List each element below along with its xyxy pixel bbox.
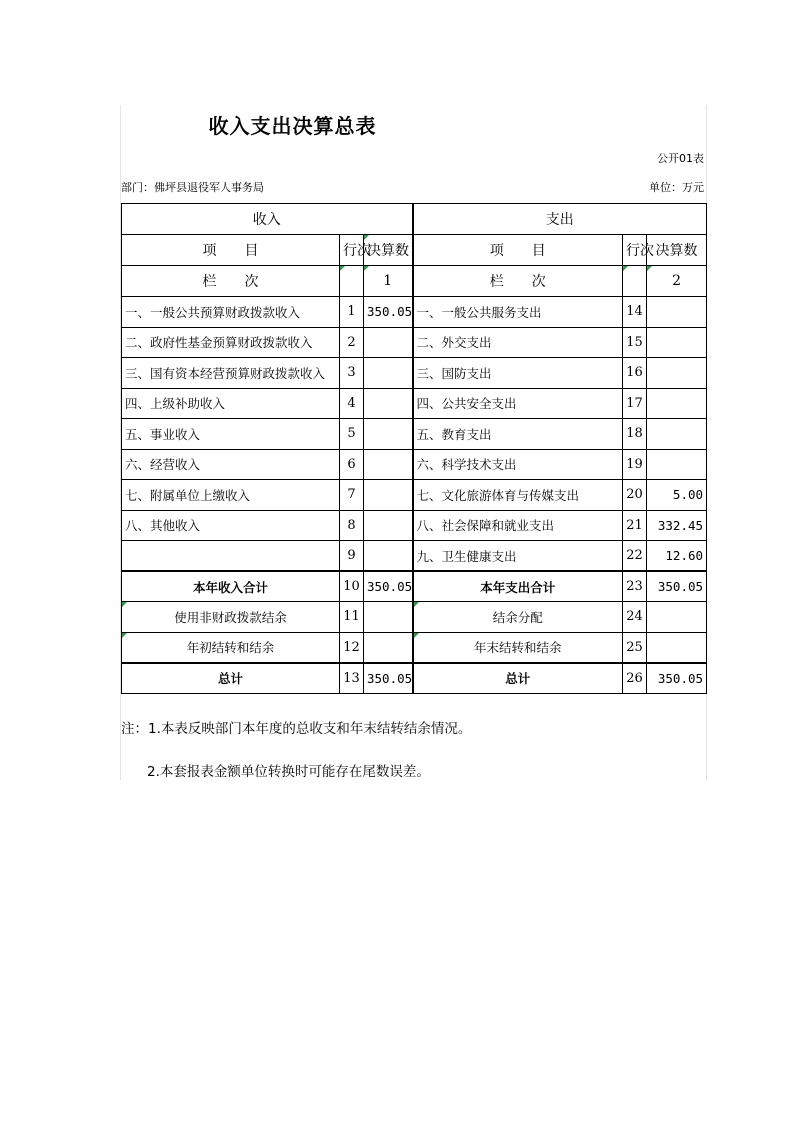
section-header-row <box>122 204 707 235</box>
income-item: 六、经营收入 <box>122 449 340 480</box>
expense-line-no: 24 <box>623 602 647 633</box>
expense-column-blank <box>623 266 647 297</box>
income-amount <box>364 358 413 389</box>
note-line-2: 2.本套报表金额单位转换时可能存在尾数误差。 <box>147 764 430 780</box>
income-item: 五、事业收入 <box>122 419 340 450</box>
form-number: 公开01表 <box>657 152 704 165</box>
income-line-no: 7 <box>340 480 364 511</box>
expense-total-amount: 350.05 <box>647 663 707 694</box>
income-amount <box>364 449 413 480</box>
expense-item: 年末结转和结余 <box>413 632 623 663</box>
income-line-no: 1 <box>340 297 364 328</box>
income-amount <box>364 602 413 633</box>
expense-item: 一、一般公共服务支出 <box>413 297 623 328</box>
table-row <box>122 602 707 633</box>
table-row <box>122 297 707 328</box>
income-column-blank <box>340 266 364 297</box>
expense-amount: 5.00 <box>647 480 707 511</box>
income-amount <box>364 480 413 511</box>
expense-subtotal-line-no: 23 <box>623 571 647 602</box>
expense-amount <box>647 358 707 389</box>
income-item: 七、附属单位上缴收入 <box>122 480 340 511</box>
income-subtotal-line-no: 10 <box>340 571 364 602</box>
expense-line-no: 22 <box>623 541 647 572</box>
expense-line-no: 20 <box>623 480 647 511</box>
expense-line-no: 18 <box>623 419 647 450</box>
income-amount-header: 决算数 <box>364 235 413 266</box>
income-item-header: 项 目 <box>122 235 340 266</box>
income-amount <box>364 388 413 419</box>
expense-line-no: 16 <box>623 358 647 389</box>
income-line-no: 9 <box>340 541 364 572</box>
expense-column-number: 2 <box>647 266 707 297</box>
expense-item-header: 项 目 <box>413 235 623 266</box>
income-amount <box>364 419 413 450</box>
income-amount <box>364 541 413 572</box>
column-header-row <box>122 235 707 266</box>
income-line-no: 5 <box>340 419 364 450</box>
income-item: 四、上级补助收入 <box>122 388 340 419</box>
table-row <box>122 510 707 541</box>
income-column-number: 1 <box>364 266 413 297</box>
income-item: 三、国有资本经营预算财政拨款收入 <box>122 358 340 389</box>
table-row <box>122 419 707 450</box>
income-expense-table <box>121 203 707 694</box>
table-row <box>122 327 707 358</box>
income-subtotal-amount: 350.05 <box>364 571 413 602</box>
income-line-no: 11 <box>340 602 364 633</box>
income-amount <box>364 632 413 663</box>
expense-item: 八、社会保障和就业支出 <box>413 510 623 541</box>
subtotal-row <box>122 571 707 602</box>
income-line-header: 行次 <box>340 235 364 266</box>
income-item: 八、其他收入 <box>122 510 340 541</box>
table-row <box>122 632 707 663</box>
expense-total-label: 总计 <box>413 663 623 694</box>
expense-amount <box>647 419 707 450</box>
expense-subtotal-label: 本年支出合计 <box>413 571 623 602</box>
table-row <box>122 541 707 572</box>
table-row <box>122 449 707 480</box>
income-amount <box>364 327 413 358</box>
table-row <box>122 480 707 511</box>
expense-column-label: 栏 次 <box>413 266 623 297</box>
expense-subtotal-amount: 350.05 <box>647 571 707 602</box>
income-item: 二、政府性基金预算财政拨款收入 <box>122 327 340 358</box>
expense-line-header: 行次 <box>623 235 647 266</box>
expense-line-no: 21 <box>623 510 647 541</box>
expense-amount <box>647 297 707 328</box>
income-line-no: 2 <box>340 327 364 358</box>
expense-item: 七、文化旅游体育与传媒支出 <box>413 480 623 511</box>
expense-line-no: 17 <box>623 388 647 419</box>
expense-amount <box>647 327 707 358</box>
income-total-label: 总计 <box>122 663 340 694</box>
expense-item: 六、科学技术支出 <box>413 449 623 480</box>
expense-amount <box>647 632 707 663</box>
income-line-no: 3 <box>340 358 364 389</box>
column-index-row <box>122 266 707 297</box>
expense-item: 三、国防支出 <box>413 358 623 389</box>
expense-amount <box>647 388 707 419</box>
expense-total-line-no: 26 <box>623 663 647 694</box>
expense-amount-header: 决算数 <box>647 235 707 266</box>
note-line-1: 注：1.本表反映部门本年度的总收支和年末结转结余情况。 <box>121 721 472 737</box>
income-total-amount: 350.05 <box>364 663 413 694</box>
table-row <box>122 358 707 389</box>
income-amount <box>364 510 413 541</box>
expense-section-header: 支出 <box>413 204 707 235</box>
expense-amount: 12.60 <box>647 541 707 572</box>
expense-item: 五、教育支出 <box>413 419 623 450</box>
expense-item: 九、卫生健康支出 <box>413 541 623 572</box>
income-line-no: 12 <box>340 632 364 663</box>
expense-line-no: 14 <box>623 297 647 328</box>
expense-amount <box>647 449 707 480</box>
expense-item: 二、外交支出 <box>413 327 623 358</box>
income-item <box>122 541 340 572</box>
income-section-header: 收入 <box>122 204 413 235</box>
expense-amount <box>647 602 707 633</box>
income-total-line-no: 13 <box>340 663 364 694</box>
unit-label: 单位：万元 <box>649 181 704 194</box>
income-item: 一、一般公共预算财政拨款收入 <box>122 297 340 328</box>
total-row <box>122 663 707 694</box>
expense-amount: 332.45 <box>647 510 707 541</box>
income-line-no: 8 <box>340 510 364 541</box>
expense-item: 四、公共安全支出 <box>413 388 623 419</box>
income-item: 年初结转和结余 <box>122 632 340 663</box>
department-label: 部门：佛坪县退役军人事务局 <box>121 181 264 194</box>
income-subtotal-label: 本年收入合计 <box>122 571 340 602</box>
expense-item: 结余分配 <box>413 602 623 633</box>
table-row <box>122 388 707 419</box>
income-item: 使用非财政拨款结余 <box>122 602 340 633</box>
income-column-label: 栏 次 <box>122 266 340 297</box>
expense-line-no: 15 <box>623 327 647 358</box>
income-amount: 350.05 <box>364 297 413 328</box>
expense-line-no: 25 <box>623 632 647 663</box>
expense-line-no: 19 <box>623 449 647 480</box>
page-title: 收入支出决算总表 <box>208 114 377 138</box>
income-line-no: 6 <box>340 449 364 480</box>
income-line-no: 4 <box>340 388 364 419</box>
